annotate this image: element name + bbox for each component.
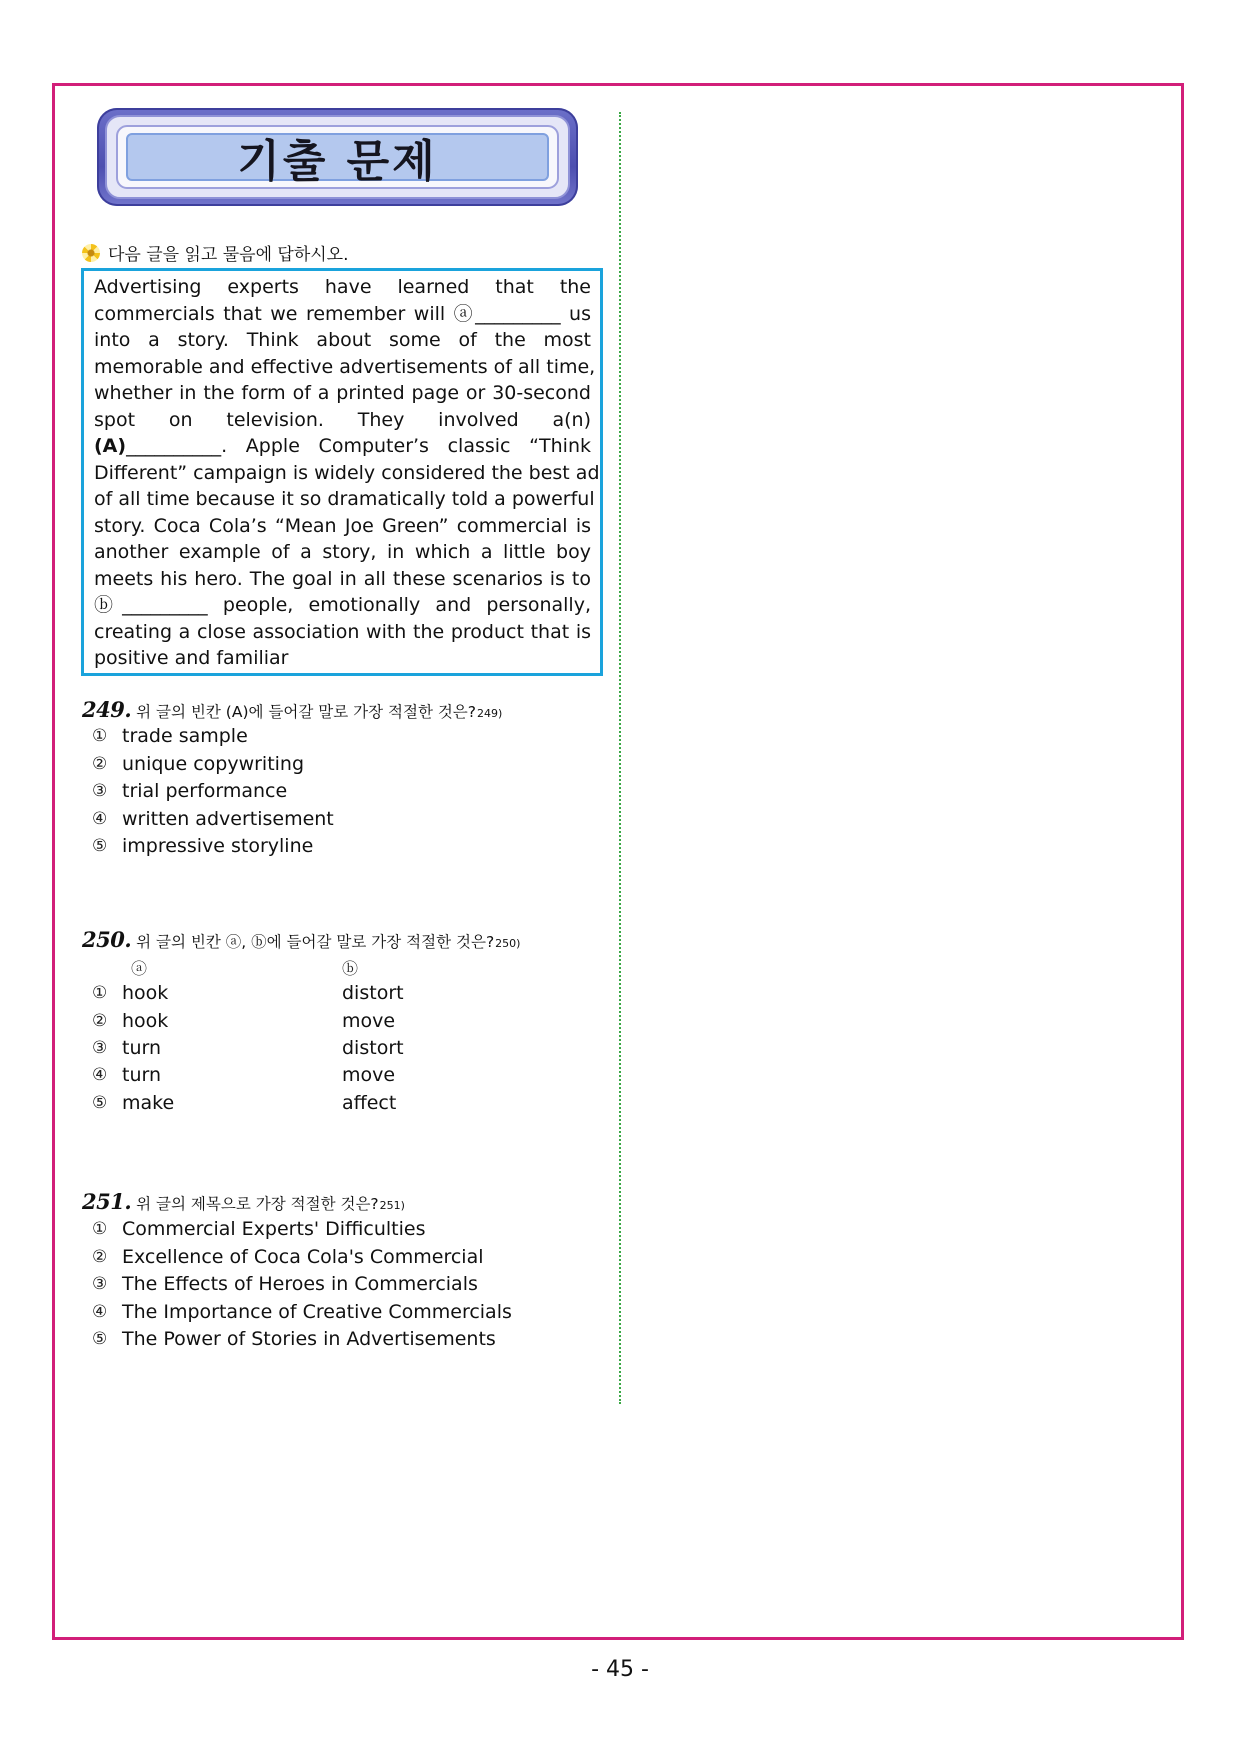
answer-option[interactable] — [92, 835, 313, 857]
blank-label-a: (A) — [94, 435, 127, 457]
option-a: hook — [122, 1010, 169, 1032]
passage-line — [94, 433, 591, 460]
option-a: make — [122, 1092, 175, 1114]
option-b: move — [342, 1010, 396, 1032]
option-a: turn — [122, 1064, 162, 1086]
passage-line: memorable and effective advertisements of all time, — [94, 355, 596, 378]
option-mark: ② — [92, 1011, 108, 1031]
question-ref: 249) — [477, 707, 503, 720]
option-text: impressive storyline — [122, 835, 314, 857]
option-b: distort — [342, 1037, 404, 1059]
option-mark: ① — [92, 726, 108, 746]
question-number: 250. — [82, 927, 132, 952]
option-text: trade sample — [122, 725, 248, 747]
option-a: hook — [122, 982, 169, 1004]
option-mark: ⑤ — [92, 1329, 108, 1349]
column-header-b: ⓑ — [342, 959, 359, 978]
instruction-text: 다음 글을 읽고 물음에 답하시오. — [108, 245, 349, 265]
passage-line: Advertising experts have learned that the — [94, 276, 591, 298]
answer-option[interactable] — [92, 1301, 512, 1323]
passage-line: positive and familiar — [94, 647, 289, 669]
passage-line: spot on television. They involved a(n) — [94, 408, 591, 431]
answer-option[interactable] — [92, 1037, 404, 1059]
option-mark: ② — [92, 1247, 108, 1267]
option-mark: ⑤ — [92, 1093, 108, 1113]
flower-bullet-icon — [82, 244, 100, 262]
question-249-heading — [82, 697, 502, 722]
question-number: 251. — [82, 1189, 132, 1214]
question-text: 위 글의 빈칸 (A)에 들어갈 말로 가장 적절한 것은? — [136, 703, 477, 721]
option-mark: ③ — [92, 1038, 108, 1058]
option-b: distort — [342, 982, 404, 1004]
option-mark: ④ — [92, 1302, 108, 1322]
option-mark: ③ — [92, 1274, 108, 1294]
page-number: - 45 - — [591, 1657, 649, 1682]
question-text: 위 글의 빈칸 ⓐ, ⓑ에 들어갈 말로 가장 적절한 것은? — [136, 933, 495, 951]
question-text: 위 글의 제목으로 가장 적절한 것은? — [136, 1195, 379, 1213]
answer-option[interactable] — [92, 725, 248, 747]
reading-passage — [81, 268, 603, 676]
question-number: 249. — [82, 697, 132, 722]
option-mark: ⑤ — [92, 836, 108, 856]
option-text: Commercial Experts' Difficulties — [122, 1218, 426, 1240]
column-divider — [619, 112, 621, 1404]
answer-option[interactable] — [92, 1246, 484, 1268]
banner-middle-ring — [116, 125, 559, 189]
section-title: 기출 문제 — [237, 136, 438, 187]
question-251-heading — [82, 1189, 405, 1214]
passage-line: story. Coca Cola’s “Mean Joe Green” commercial is — [94, 514, 591, 537]
option-b: move — [342, 1064, 396, 1086]
option-mark: ④ — [92, 809, 108, 829]
option-b: affect — [342, 1092, 397, 1114]
option-a: turn — [122, 1037, 162, 1059]
answer-option[interactable] — [92, 982, 404, 1004]
option-mark: ④ — [92, 1065, 108, 1085]
option-text: The Power of Stories in Advertisements — [122, 1328, 496, 1350]
answer-option[interactable] — [92, 808, 334, 830]
option-mark: ③ — [92, 781, 108, 801]
option-mark: ② — [92, 754, 108, 774]
passage-line: whether in the form of a printed page or 30-second — [94, 382, 591, 404]
option-text: trial performance — [122, 780, 288, 802]
option-text: written advertisement — [122, 808, 334, 830]
answer-option[interactable] — [92, 753, 304, 775]
option-text: Excellence of Coca Cola's Commercial — [122, 1246, 484, 1268]
question-ref: 251) — [379, 1199, 405, 1212]
answer-option[interactable] — [92, 1273, 478, 1295]
answer-option[interactable] — [92, 1328, 496, 1350]
answer-option[interactable] — [92, 1218, 425, 1240]
question-ref: 250) — [495, 937, 521, 950]
option-text: The Importance of Creative Commercials — [122, 1301, 512, 1323]
passage-line-text: __________. Apple Computer’s classic “Think — [126, 435, 591, 457]
banner-inner-panel — [126, 133, 549, 187]
passage-line: ⓑ_________ people, emotionally and personally, — [94, 594, 591, 616]
passage-line: into a story. Think about some of the most — [94, 329, 591, 351]
passage-line: creating a close association with the product that is — [94, 620, 591, 643]
answer-option[interactable] — [92, 780, 287, 802]
column-header-a: ⓐ — [131, 959, 148, 978]
option-mark: ① — [92, 1219, 108, 1239]
option-text: unique copywriting — [122, 753, 305, 775]
passage-line: commercials that we remember will ⓐ_________ us — [94, 302, 591, 325]
question-250-heading — [82, 927, 520, 952]
passage-line: Different” campaign is widely considered the best ad — [94, 461, 600, 484]
answer-option[interactable] — [92, 1092, 397, 1114]
section-banner — [97, 108, 578, 206]
passage-line: meets his hero. The goal in all these scenarios is to — [94, 567, 591, 590]
option-mark: ① — [92, 983, 108, 1003]
banner-outer-ring — [105, 115, 570, 199]
option-text: The Effects of Heroes in Commercials — [122, 1273, 478, 1295]
instruction-line — [82, 240, 349, 265]
answer-option[interactable] — [92, 1010, 396, 1032]
answer-option[interactable] — [92, 1064, 396, 1086]
passage-line: of all time because it so dramatically told a powerful — [94, 488, 595, 510]
passage-line: another example of a story, in which a little boy — [94, 541, 591, 563]
